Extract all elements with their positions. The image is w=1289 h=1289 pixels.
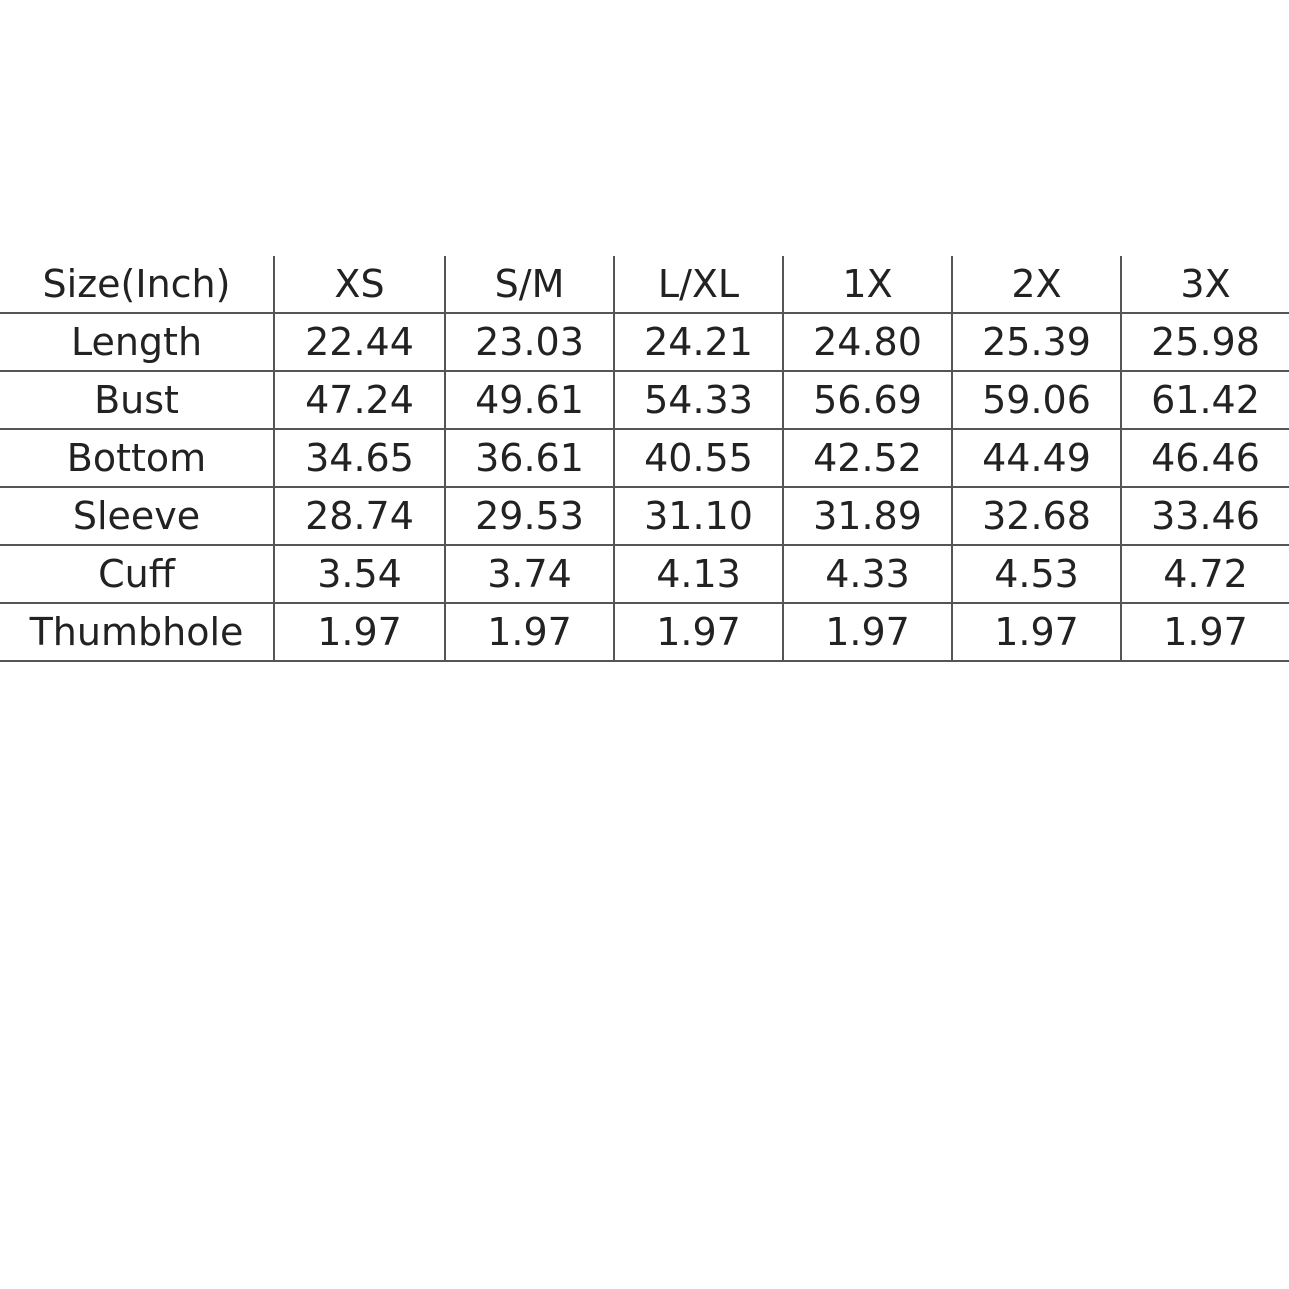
table-cell: 34.65 bbox=[274, 429, 445, 487]
table-row-length bbox=[0, 313, 1289, 371]
table-cell: 1.97 bbox=[614, 603, 783, 661]
table-cell: 25.39 bbox=[952, 313, 1121, 371]
table-cell: 31.10 bbox=[614, 487, 783, 545]
table-cell: 4.13 bbox=[614, 545, 783, 603]
header-size-2x: 2X bbox=[952, 256, 1121, 313]
row-label: Bust bbox=[0, 371, 274, 429]
row-label: Length bbox=[0, 313, 274, 371]
header-size-xs: XS bbox=[274, 256, 445, 313]
header-size-label: Size(Inch) bbox=[0, 256, 274, 313]
table-cell: 22.44 bbox=[274, 313, 445, 371]
header-size-1x: 1X bbox=[783, 256, 952, 313]
table-cell: 28.74 bbox=[274, 487, 445, 545]
table-cell: 44.49 bbox=[952, 429, 1121, 487]
table-cell: 49.61 bbox=[445, 371, 614, 429]
table-cell: 29.53 bbox=[445, 487, 614, 545]
table-row-thumbhole bbox=[0, 603, 1289, 661]
row-label: Bottom bbox=[0, 429, 274, 487]
table-cell: 3.54 bbox=[274, 545, 445, 603]
header-size-lxl: L/XL bbox=[614, 256, 783, 313]
row-label: Thumbhole bbox=[0, 603, 274, 661]
table-cell: 46.46 bbox=[1121, 429, 1289, 487]
row-label: Sleeve bbox=[0, 487, 274, 545]
table-cell: 4.33 bbox=[783, 545, 952, 603]
row-label: Cuff bbox=[0, 545, 274, 603]
table-cell: 47.24 bbox=[274, 371, 445, 429]
table-row-bottom bbox=[0, 429, 1289, 487]
table-cell: 42.52 bbox=[783, 429, 952, 487]
table-cell: 4.53 bbox=[952, 545, 1121, 603]
table-cell: 1.97 bbox=[783, 603, 952, 661]
table-cell: 24.21 bbox=[614, 313, 783, 371]
table-cell: 25.98 bbox=[1121, 313, 1289, 371]
table-cell: 24.80 bbox=[783, 313, 952, 371]
table-row-cuff bbox=[0, 545, 1289, 603]
table-cell: 59.06 bbox=[952, 371, 1121, 429]
table-cell: 61.42 bbox=[1121, 371, 1289, 429]
table-cell: 56.69 bbox=[783, 371, 952, 429]
header-size-3x: 3X bbox=[1121, 256, 1289, 313]
table-cell: 32.68 bbox=[952, 487, 1121, 545]
table-cell: 54.33 bbox=[614, 371, 783, 429]
table-cell: 36.61 bbox=[445, 429, 614, 487]
header-size-sm: S/M bbox=[445, 256, 614, 313]
table-cell: 23.03 bbox=[445, 313, 614, 371]
table-header-row bbox=[0, 256, 1289, 313]
table-cell: 1.97 bbox=[1121, 603, 1289, 661]
table-cell: 4.72 bbox=[1121, 545, 1289, 603]
table-row-sleeve bbox=[0, 487, 1289, 545]
table-cell: 40.55 bbox=[614, 429, 783, 487]
table-cell: 31.89 bbox=[783, 487, 952, 545]
table-cell: 33.46 bbox=[1121, 487, 1289, 545]
table-cell: 1.97 bbox=[445, 603, 614, 661]
table-row-bust bbox=[0, 371, 1289, 429]
table-cell: 3.74 bbox=[445, 545, 614, 603]
size-chart-table bbox=[0, 256, 1289, 662]
table-cell: 1.97 bbox=[274, 603, 445, 661]
table-cell: 1.97 bbox=[952, 603, 1121, 661]
